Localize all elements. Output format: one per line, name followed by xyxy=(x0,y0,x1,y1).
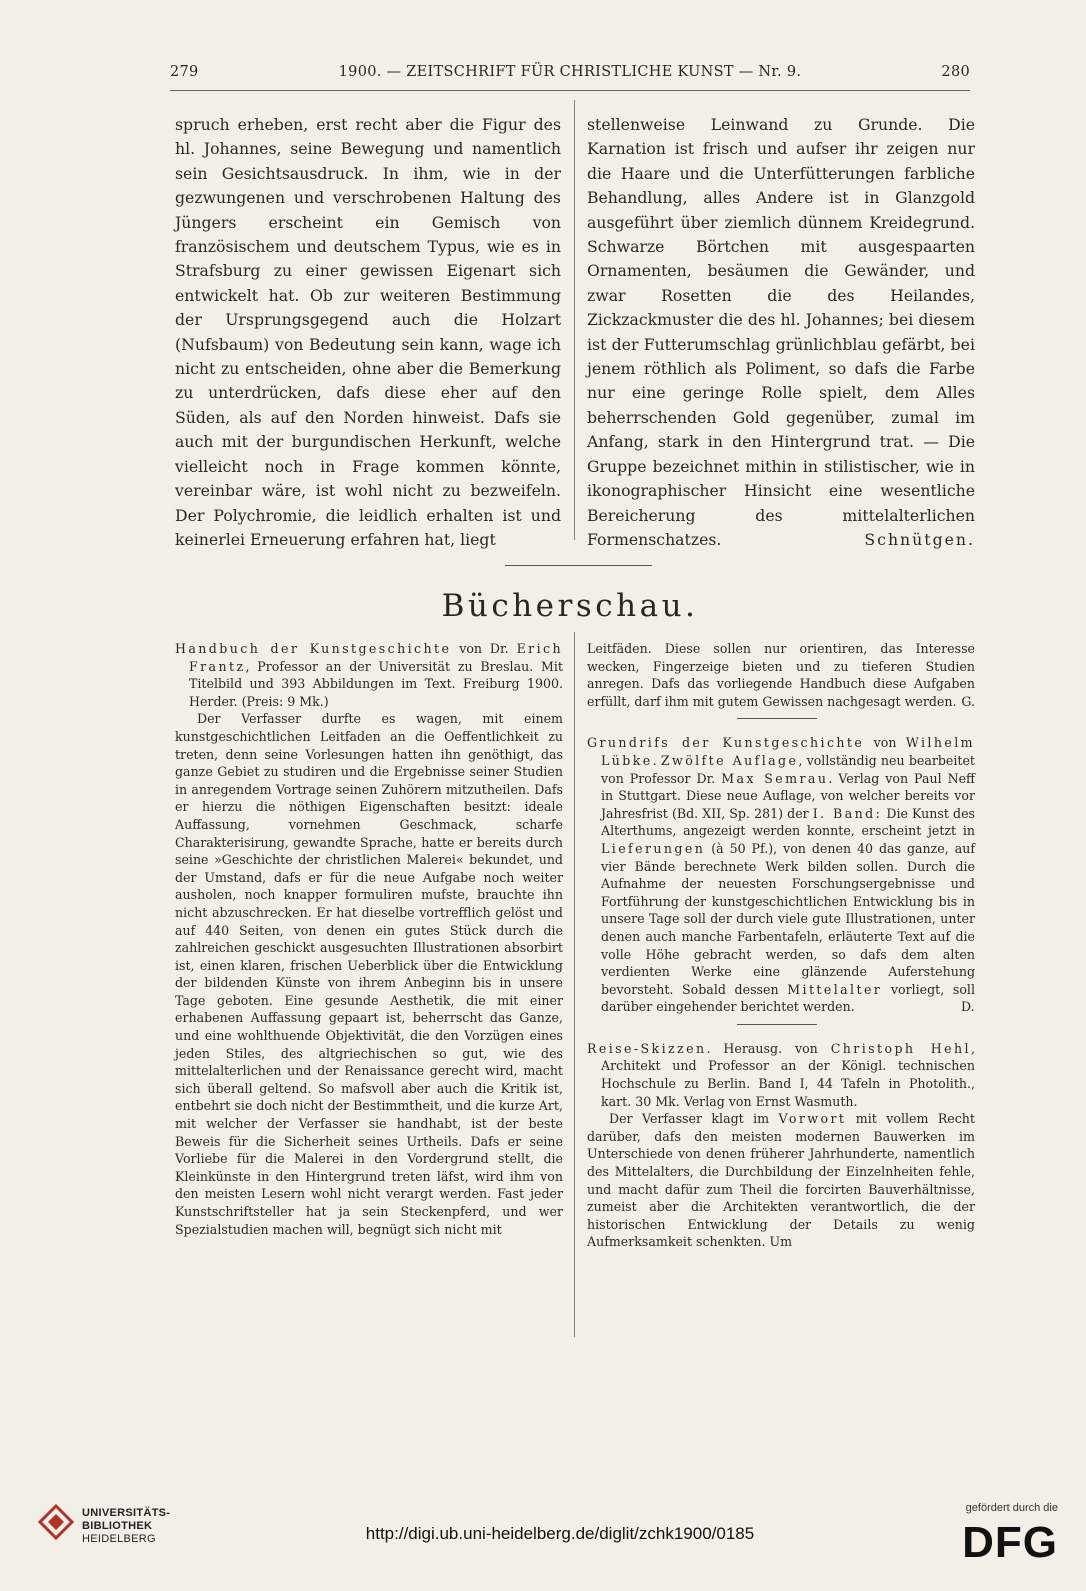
reviews-left-column xyxy=(175,640,563,1238)
review-divider xyxy=(587,710,975,725)
review2-text: Grundrifs der Kunstgeschichte von Wilhelm Lübke. Zwölfte Auflage, vollständig neu bearbeitet von Professor Dr. Max Semrau. Verlag von Paul Neff in Stuttgart. Diese neue Auflage, von welcher bereits vor Jahresfrist (Bd. XII, Sp. 281) der I. Band: Die Kunst des Alterthums, angezeigt werden konnte, erscheint jetzt in Lieferungen (à 50 Pf.), von denen 40 das ganze, auf vier Bände berechnete Werk bilden sollen. Durch die Aufnahme der neuesten Forschungsergebnisse und Fortführung der kunstgeschichtlichen Entwicklung bis in unsere Tage soll der durch viele gute Illustrationen, unter denen auch manche Farbentafeln, erläuterte Text auf die volle Höhe gebracht werden, so dafs dem alten verdienten Werke eine glänzende Auferstehung bevorsteht. Sobald dessen Mittelalter vorliegt, soll darüber eingehender berichtet werden. D. xyxy=(587,735,976,1015)
source-url-link[interactable]: http://digi.ub.uni-heidelberg.de/diglit/zchk1900/0185 xyxy=(365,1524,755,1543)
article-right-column xyxy=(587,113,975,552)
section-title: Bücherschau. xyxy=(441,588,699,624)
journal-title: 1900. — ZEITSCHRIFT FÜR CHRISTLICHE KUNST — Nr. 9. xyxy=(338,64,802,80)
column-divider-bottom xyxy=(574,632,575,1337)
page-number-right: 280 xyxy=(941,64,970,80)
section-separator xyxy=(505,565,652,566)
review3-heading: Reise-Skizzen. Herausg. von Christoph Hehl, Architekt und Professor an der Königl. technischen Hochschule zu Berlin. Band I, 44 Tafeln in Photolith., kart. 30 Mk. Verlag von Ernst Wasmuth. xyxy=(587,1040,975,1109)
author-signature: Schnütgen. xyxy=(864,529,975,549)
review1-heading: Handbuch der Kunstgeschichte von Dr. Erich Frantz, Professor an der Universität zu Breslau. Mit Titelbild und 393 Abbildungen im Text. Freiburg 1900. Herder. (Preis: 9 Mk.) xyxy=(175,641,563,709)
library-logo-icon xyxy=(36,1502,76,1542)
review1-continuation: Leitfäden. Diese sollen nur orientiren, das Interesse wecken, Fingerzeige bieten und zu tieferen Studien anregen. Dafs das vorliegende Handbuch diese Aufgaben erfüllt, darf ihm mit gutem Gewissen nachgesagt werden. G. xyxy=(587,641,975,709)
article-text-left: spruch erheben, erst recht aber die Figur des hl. Johannes, seine Bewegung und namentlich sein Gesichtsausdruck. In ihm, wie in der gezwungenen und verschrobenen Haltung des Jüngers erscheint ein Gemisch von französischem und deutschem Typus, wie es in Strafsburg zu einer gewissen Eigenart sich entwickelt hat. Ob zur weiteren Bestimmung der Ursprungsgegend auch die Holzart (Nufsbaum) von Bedeutung sein kann, wage ich nicht zu entscheiden, ohne aber die Bemerkung zu unterdrücken, dafs diese eher auf den Süden, als auf den Norden hinweist. Dafs sie auch mit der burgundischen Herkunft, welche vielleicht noch in Frage kommen könnte, vereinbar wäre, ist wohl nicht zu bezweifeln. Der Polychromie, die leidlich erhalten ist und keinerlei Erneuerung erfahren hat, liegt xyxy=(175,115,561,549)
review1-body: Der Verfasser durfte es wagen, mit einem kunstgeschichtlichen Leitfaden an die Oeffentlichkeit zu treten, denn seine Vorlesungen hatten ihn genöthigt, das ganze Gebiet zu studiren und die Ergebnisse seiner Studien in anregendem Vortrage seinen Zuhörern mitzutheilen. Dafs er hierzu die nöthigen Eigenschaften besitzt: ideale Auffassung, vornehmen Geschmack, scharfe Charakterisirung, gewandte Sprache, hatte er bereits durch seine »Geschichte der christlichen Malerei« bekundet, und der Umstand, dafs er für die neue Aufgabe noch weiter ausholen, noch knapper formuliren mufste, brauchte ihn nicht abzuschrecken. Er hat dieselbe vortrefflich gelöst und auf 440 Seiten, von denen ein gutes Stück durch die zahlreichen geschickt ausgesuchten Illustrationen absorbirt ist, einen klaren, frischen Ueberblick über die Entwicklung der bildenden Künste von ihrem Anbeginn bis in unsere Tage geboten. Eine gesunde Aesthetik, die mit einer erhabenen Auffassung gepaart ist, beherrscht das Ganze, und eine wohlthuende Objektivität, die den Vorzügen eines jeden Stiles, des altgriechischen so gut, wie des mittelalterlichen und der Renaissance gerecht wird, macht sich überall geltend. So mafsvoll aber auch die Kritik ist, entbehrt sie doch nicht der Bestimmtheit, und die kurze Art, mit welcher der Verfasser sie handhabt, ist der beste Beweis für die Sicherheit seines Urtheils. Dafs er seine Vorliebe für die Malerei in den Vordergrund stellt, die Kleinkünste in den Hintergrund treten läfst, wird ihm von den meisten Lesern wohl nicht verargt werden. Fast jeder Kunstschriftsteller hat ja sein Steckenpferd, und wer Spezialstudien machen will, begnügt sich nicht mit xyxy=(175,711,563,1237)
running-header xyxy=(170,64,970,88)
library-name: UNIVERSITÄTS- BIBLIOTHEK HEIDELBERG xyxy=(82,1507,171,1545)
article-left-column xyxy=(175,113,561,552)
article-text-right: stellenweise Leinwand zu Grunde. Die Karnation ist frisch und aufser ihr zeigen nur die Haare und die Unterfütterungen farbliche Behandlung, alles Andere ist in Glanzgold ausgeführt über ziemlich dünnem Kreidegrund. Schwarze Börtchen mit ausgespaarten Ornamenten, besäumen die Gewänder, und zwar Rosetten die des Heilandes, Zickzackmuster die des hl. Johannes; bei diesem ist der Futterumschlag grünlichblau gefärbt, bei jenem röthlich als Poliment, so dafs die Farbe nur eine geringe Rolle spielt, dem Alles beherrschenden Gold gegenüber, zumal im Anfang, stark in den Hintergrund trat. — Die Gruppe bezeichnet mithin in stilistischer, wie in ikonographischer Hinsicht eine wesentliche Bereicherung des mittelalterlichen Formenschatzes. Schnütgen. xyxy=(587,113,975,552)
dfg-logo: DFG xyxy=(962,1518,1058,1567)
review-divider xyxy=(587,1016,975,1031)
header-rule xyxy=(170,90,970,91)
review3-body: Der Verfasser klagt im Vorwort mit vollem Recht darüber, dafs den meisten modernen Bauwerken im Unterschiede von denen früherer Jahrhunderte, namentlich des Mittelalters, die Durchbildung der Einzelnheiten fehle, und macht dafür zum Theil die forcirten Bauverhältnisse, zumeist aber die Architekten verantwortlich, die der historischen Entwicklung der Details zu wenig Aufmerksamkeit schenkten. Um xyxy=(587,1111,975,1250)
review1-initial: G. xyxy=(961,693,975,709)
page-number-left: 279 xyxy=(170,64,199,80)
column-divider-top xyxy=(574,100,575,540)
funding-note: gefördert durch die xyxy=(965,1502,1058,1514)
reviews-right-column xyxy=(587,640,975,1251)
